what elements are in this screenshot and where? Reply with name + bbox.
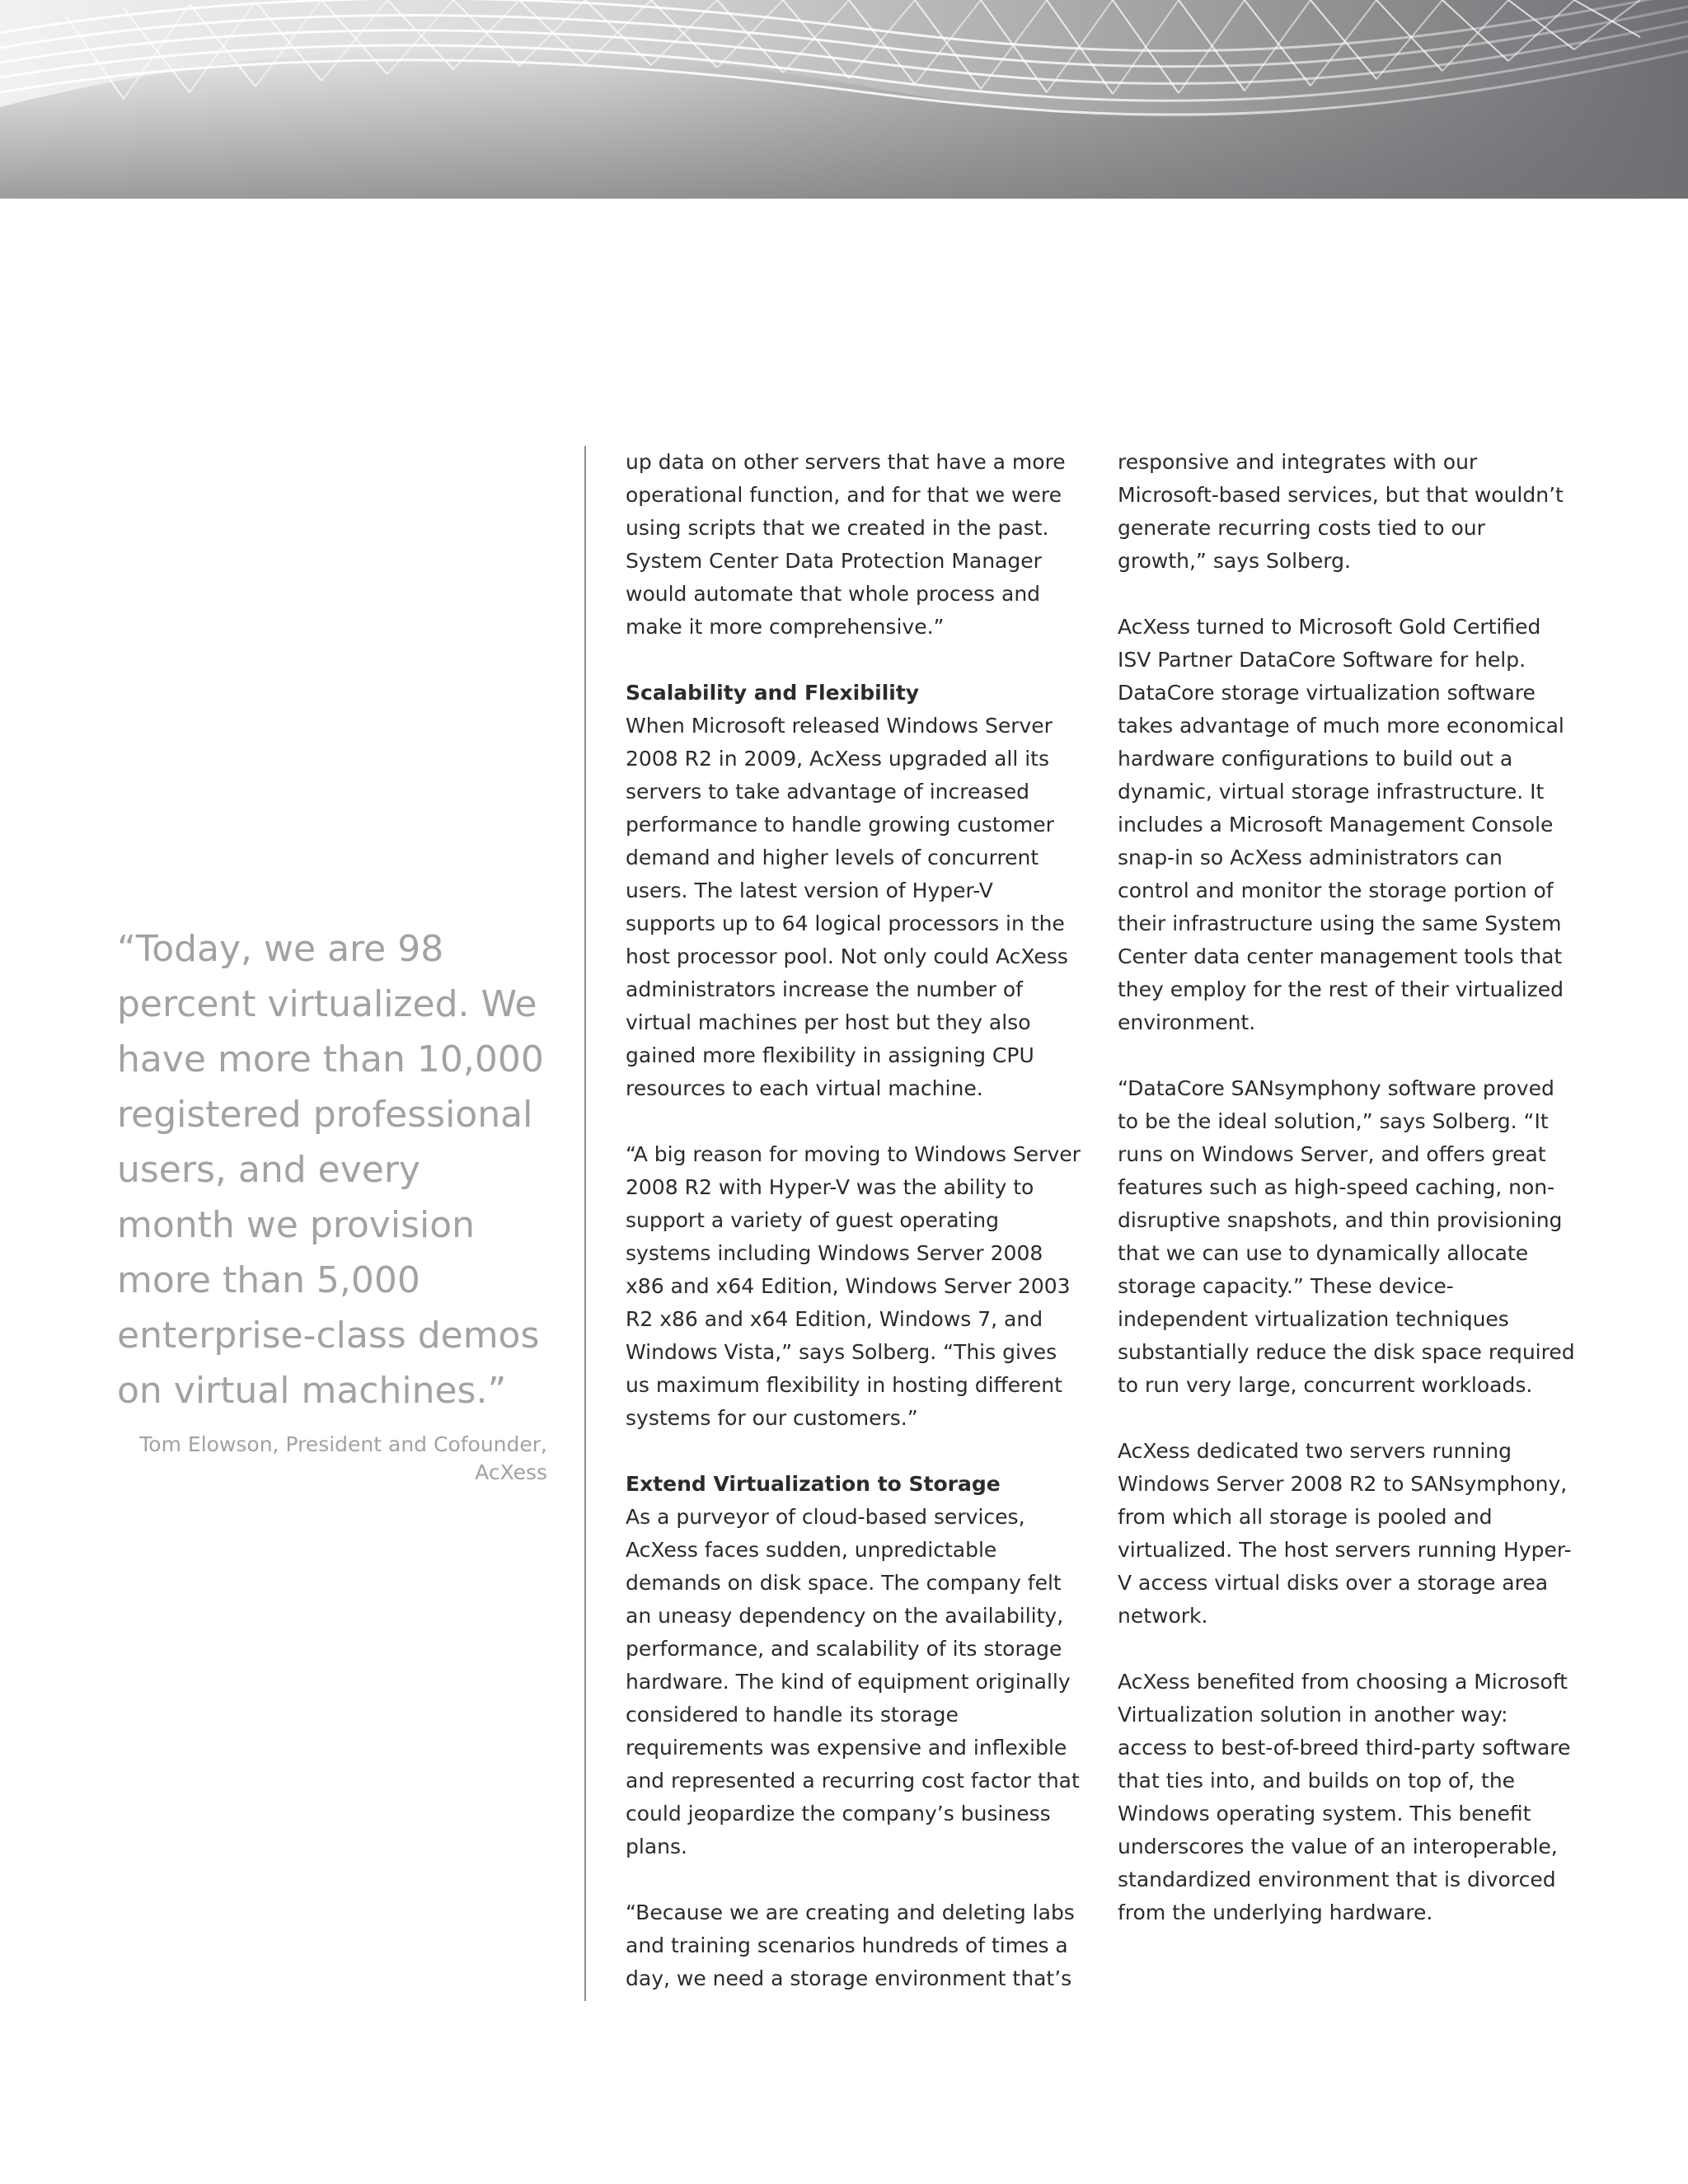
- paragraph: up data on other servers that have a more operational function, and for that we were using scripts that we created in the past. System Center Data Protection Manager would automate that whole process and make it more comprehensive.”: [626, 450, 1066, 639]
- paragraph: “Because we are creating and deleting labs and training scenarios hundreds of times a day, we need a storage environment that’s: [626, 1900, 1075, 1990]
- section-heading-scalability: Scalability and Flexibility: [626, 681, 920, 705]
- section-heading-storage: Extend Virtualization to Storage: [626, 1472, 1001, 1496]
- mesh-wave-graphic: [0, 0, 1688, 199]
- paragraph: “A big reason for moving to Windows Server 2008 R2 with Hyper-V was the ability to support a variety of guest operating systems including Windows Server 2008 x86 and x64 Edition, Windows Server 2003 R2 x86 and x64 Edition, Windows 7, and Windows Vista,” says Solberg. “This gives us maximum flexibility in hosting different systems for our customers.”: [626, 1142, 1081, 1430]
- paragraph: responsive and integrates with our Microsoft-based services, but that wouldn’t generate recurring costs tied to our growth,” says Solberg.: [1118, 450, 1564, 573]
- paragraph: “DataCore SANsymphony software proved to be the ideal solution,” says Solberg. “It runs on Windows Server, and offers great features such as high-speed caching, non-disruptive snapshots, and thin provisioning that we can use to dynamically allocate storage capacity.” These device-independent virtualization techniques substantially reduce the disk space required to run very large, concurrent workloads.: [1118, 1076, 1575, 1397]
- paragraph: As a purveyor of cloud-based services, AcXess faces sudden, unpredictable demands on disk space. The company felt an uneasy dependency on the availability, performance, and scalability of its storage hardware. The kind of equipment originally considered to handle its storage requirements was expensive and inflexible and represented a recurring cost factor that could jeopardize the company’s business plans.: [626, 1505, 1080, 1858]
- paragraph: AcXess dedicated two servers running Windows Server 2008 R2 to SANsymphony, from which all storage is pooled and virtualized. The host servers running Hyper-V access virtual disks over a storage area network.: [1118, 1439, 1572, 1628]
- text-column-2: [1118, 446, 1575, 1962]
- header-banner: [0, 0, 1688, 199]
- paragraph: AcXess turned to Microsoft Gold Certified ISV Partner DataCore Software for help. DataCore storage virtualization software takes advantage of much more economical hardware configurations to build out a dynamic, virtual storage infrastructure. It includes a Microsoft Management Console snap-in so AcXess administrators can control and monitor the storage portion of their infrastructure using the same System Center data center management tools that they employ for the rest of their virtualized environment.: [1118, 615, 1564, 1034]
- quote-attribution: Tom Elowson, President and Cofounder, AcXess: [139, 1432, 547, 1484]
- pull-quote: “Today, we are 98 percent virtualized. We have more than 10,000 registered professional users, and every month we provision more than 5,000 enterprise-class demos on virtual machines.”: [117, 928, 544, 1412]
- text-column-1: [626, 446, 1083, 2028]
- paragraph: When Microsoft released Windows Server 2008 R2 in 2009, AcXess upgraded all its servers to take advantage of increased performance to handle growing customer demand and higher levels of concurrent users. The latest version of Hyper-V supports up to 64 logical processors in the host processor pool. Not only could AcXess administrators increase the number of virtual machines per host but they also gained more flexibility in assigning CPU resources to each virtual machine.: [626, 714, 1068, 1100]
- paragraph: AcXess benefited from choosing a Microsoft Virtualization solution in another way: access to best-of-breed third-party software that ties into, and builds on top of, the Windows operating system. This benefit underscores the value of an interoperable, standardized environment that is divorced from the underlying hardware.: [1118, 1670, 1571, 1924]
- column-divider: [584, 446, 586, 2001]
